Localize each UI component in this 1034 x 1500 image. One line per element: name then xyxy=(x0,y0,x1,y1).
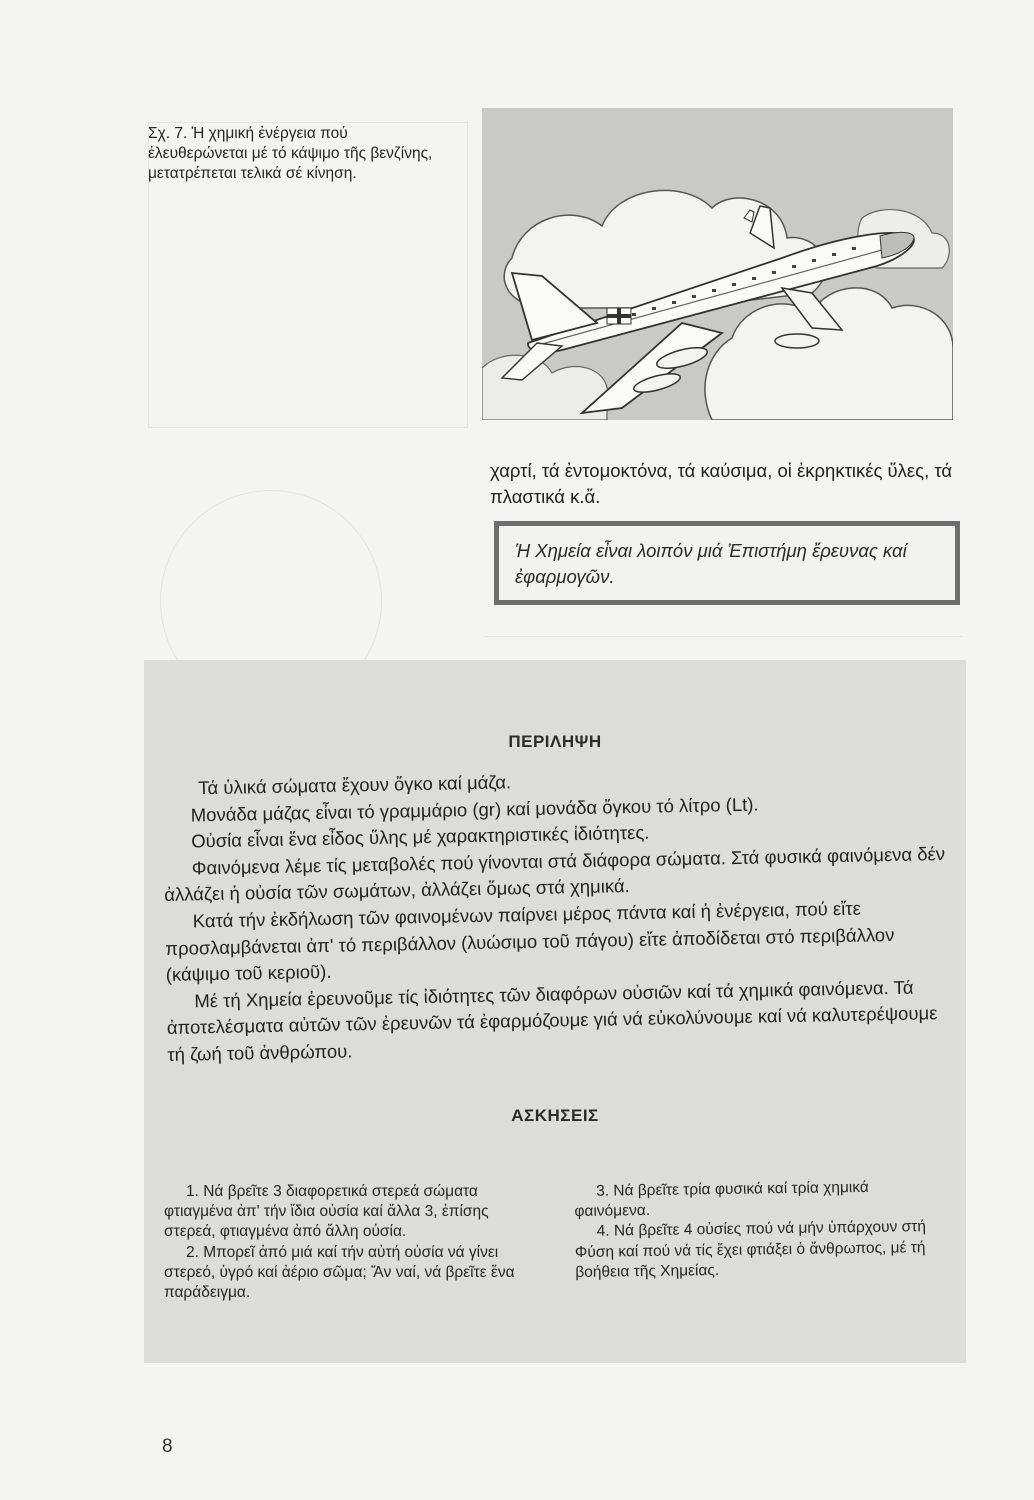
show-through-frame xyxy=(484,632,962,637)
exercise-item: 2. Μπορεῖ ἀπό μιά καί τήν αὐτή οὐσία νά γίνει στερεό, ὑγρό καί ἀέριο σῶμα; Ἄν ναί, νά βρεῖτε ἕνα παράδειγμα. xyxy=(164,1243,515,1302)
exercises-right-column xyxy=(574,1177,949,1283)
summary-paragraph: Τά ὑλικά σώματα ἔχουν ὄγκο καί μάζα. xyxy=(198,771,512,799)
page-number: 8 xyxy=(162,1436,173,1457)
summary-paragraph: Μονάδα μάζας εἶναι τό γραμμάριο (gr) καί μονάδα ὄγκου τό λίτρο (Lt). xyxy=(190,793,759,826)
highlight-text: Ἡ Χημεία εἶναι λοιπόν μιά Ἐπιστήμη ἔρευνας καί ἐφαρμογῶν. xyxy=(515,540,907,587)
airplane-illustration xyxy=(482,108,953,420)
highlight-box xyxy=(494,521,960,605)
summary-paragraph: Κατά τήν ἐκδήλωση τῶν φαινομένων παίρνει μέρος πάντα καί ἡ ἐνέργεια, πού εἴτε προσλαμβάνεται ἀπ' τό περιβάλλον (λυώσιμο τοῦ πάγου) εἴτε ἀποδίδεται στό περιβάλλον (κάψιμο τοῦ κεριοῦ). xyxy=(165,897,895,986)
summary-text xyxy=(162,761,957,1069)
airplane-drawing xyxy=(482,108,953,420)
summary-paragraph: Φαινόμενα λέμε τίς μεταβολές πού γίνονται στά διάφορα σώματα. Στά φυσικά φαινόμενα δέν ἀλλάζει ἡ οὐσία τῶν σωμάτων, ἀλλάζει ὅμως στά χημικά. xyxy=(164,842,946,906)
exercises-title: ΑΣΚΗΣΕΙΣ xyxy=(511,1106,599,1125)
figure-caption: Σχ. 7. Ἡ χημική ἐνέργεια πού ἐλευθερώνεται μέ τό κάψιμο τῆς βενζίνης, μετατρέπεται τελικά σέ κίνηση. xyxy=(148,125,433,182)
summary-title: ΠΕΡΙΛΗΨΗ xyxy=(508,732,602,751)
exercise-item: 4. Νά βρεῖτε 4 οὐσίες πού νά μήν ὑπάρχουν στή Φύση καί πού νά τίς ἔχει φτιάξει ὁ ἄνθρωπος, μέ τή βοήθεια τῆς Χημείας. xyxy=(574,1218,927,1281)
exercises-left-column xyxy=(164,1182,530,1303)
exercise-item: 3. Νά βρεῖτε τρία φυσικά καί τρία χημικά φαινόμενα. xyxy=(574,1178,869,1221)
body-paragraph: χαρτί, τά ἐντομοκτόνα, τά καύσιμα, οἱ ἐκρηκτικές ὕλες, τά πλαστικά κ.ἄ. xyxy=(490,460,953,507)
summary-paragraph: Οὐσία εἶναι ἕνα εἶδος ὕλης μέ χαρακτηριστικές ἰδιότητες. xyxy=(191,821,650,852)
exercise-item: 1. Νά βρεῖτε 3 διαφορετικά στερεά σώματα φτιαγμένα ἀπ' τήν ἴδια οὐσία καί ἄλλα 3, ἐπίσης στερεά, φτιαγμένα ἀπό ἄλλη οὐσία. xyxy=(164,1183,489,1241)
summary-paragraph: Μέ τή Χημεία ἐρευνοῦμε τίς ἰδιότητες τῶν διαφόρων οὐσιῶν καί τά χημικά φαινόμενα. Τά ἀποτελέσματα αὐτῶν τῶν ἐρευνῶν τά ἐφαρμόζουμε γιά νά εὐκολύνουμε καί νά καλυτερέψουμε τή ζωή τοῦ ἀνθρώπου. xyxy=(166,976,938,1065)
summary-section xyxy=(144,660,966,1363)
